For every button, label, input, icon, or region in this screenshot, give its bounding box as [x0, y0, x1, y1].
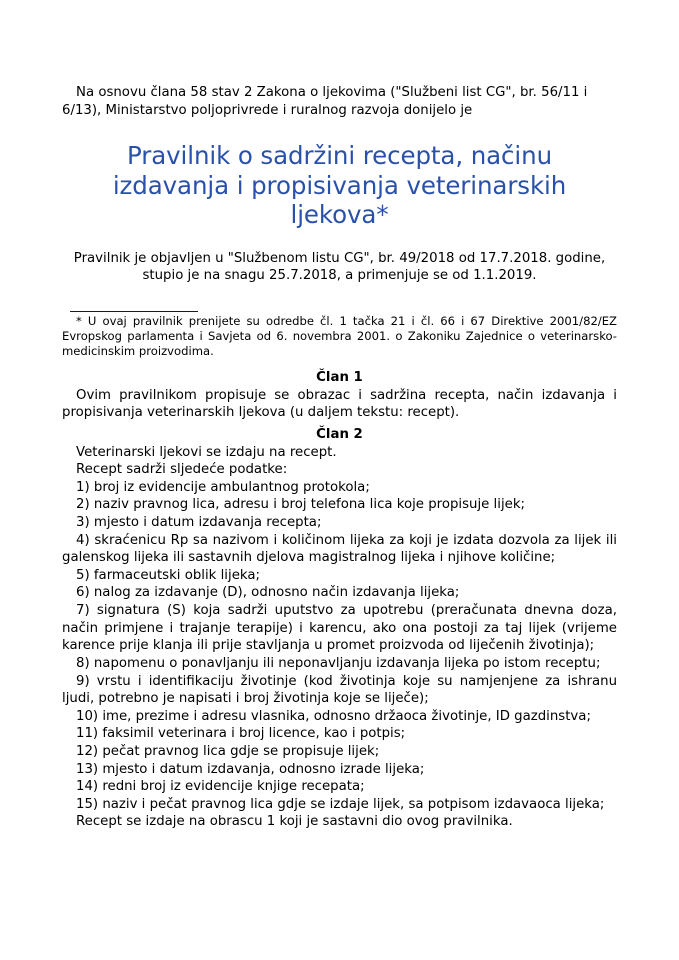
publication-note: Pravilnik je objavljen u "Službenom listu CG", br. 49/2018 od 17.7.2018. godine, stupio je na snagu 25.7.2018, a primenjuje se od 1.1.2019.	[73, 250, 606, 284]
article-2-item-13: 13) mjesto i datum izdavanja, odnosno izrade lijeka;	[76, 761, 425, 777]
article-2-item-7: 7) signatura (S) koja sadrži uputstvo za upotrebu (preračunata dnevna doza, način primjene i trajanje terapije) i karencu, ako ona postoji za taj lijek (vrijeme karence prije klanja ili prije stavljanja u promet proizvoda od liječenih životinja);	[62, 603, 617, 654]
article-2-closing-paragraph: Recept se izdaje na obrascu 1 koji je sastavni dio ovog pravilnika.	[76, 814, 513, 830]
article-2-item-1: 1) broj iz evidencije ambulantnog protokola;	[76, 479, 370, 495]
article-2-item-4: 4) skraćenicu Rp sa nazivom i količinom lijeka za koji je izdata dozvola za lijek ili galenskog lijeka ili sastavnih djelova magistralnog lijeka i njihove količine;	[62, 532, 617, 566]
article-2-item-9: 9) vrstu i identifikaciju životinje (kod životinja koje su namjenjene za ishranu ljudi, potrebno je napisati i broj životinja koje se liječe);	[62, 673, 617, 707]
article-2-item-15: 15) naziv i pečat pravnog lica gdje se izdaje lijek, sa potpisom izdavaoca lijeka;	[76, 796, 605, 812]
article-2-item-6: 6) nalog za izdavanje (D), odnosno način izdavanja lijeka;	[76, 585, 460, 601]
article-2-item-14: 14) redni broj iz evidencije knjige recepata;	[76, 779, 365, 795]
footnote-text: * U ovaj pravilnik prenijete su odredbe čl. 1 tačka 21 i čl. 66 i 67 Direktive 2001/82/EZ Evropskog parlamenta i Savjeta od 6. novembra 2001. o Zakoniku Zajednice o veterinarsko-medicinskim proizvodima.	[62, 313, 617, 358]
page-title: Pravilnik o sadržini recepta, načinu izdavanja i propisivanja veterinarskih ljekova*	[112, 141, 567, 230]
article-2-item-8: 8) napomenu o ponavljanju ili neponavljanju izdavanja lijeka po istom receptu;	[76, 655, 601, 671]
article-2-item-3: 3) mjesto i datum izdavanja recepta;	[76, 515, 322, 531]
footnote-divider	[70, 311, 198, 312]
intro-paragraph: Na osnovu člana 58 stav 2 Zakona o ljekovima ("Službeni list CG", br. 56/11 i 6/13), Ministarstvo poljoprivrede i ruralnog razvoja donijelo je	[62, 85, 588, 118]
article-1-paragraph-1: Ovim pravilnikom propisuje se obrazac i sadržina recepta, način izdavanja i propisivanja veterinarskih ljekova (u daljem tekstu: recept).	[62, 387, 617, 421]
article-2-item-5: 5) farmaceutski oblik lijeka;	[76, 567, 260, 583]
article-heading-1: Član 1	[316, 370, 363, 386]
article-2-item-10: 10) ime, prezime i adresu vlasnika, odnosno držaoca životinje, ID gazdinstva;	[76, 708, 591, 724]
article-2-paragraph-1: Veterinarski ljekovi se izdaju na recept.	[76, 444, 337, 460]
article-2-item-2: 2) naziv pravnog lica, adresu i broj telefona lica koje propisuje lijek;	[76, 497, 526, 513]
article-heading-2: Član 2	[316, 426, 363, 442]
article-2-paragraph-2: Recept sadrži sljedeće podatke:	[76, 462, 288, 478]
article-2-item-11: 11) faksimil veterinara i broj licence, kao i potpis;	[76, 726, 406, 742]
article-2-item-12: 12) pečat pravnog lica gdje se propisuje lijek;	[76, 743, 380, 759]
footnote-block	[62, 311, 617, 359]
